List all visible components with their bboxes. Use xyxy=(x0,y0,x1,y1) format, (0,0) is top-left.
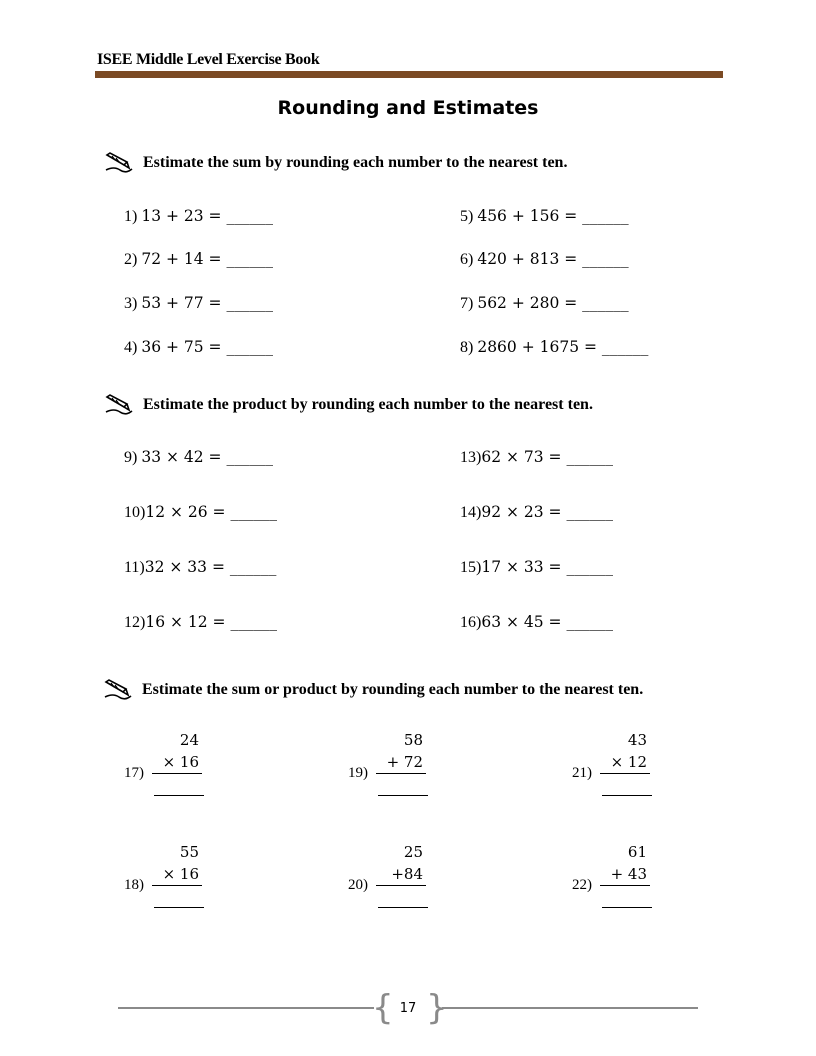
footer-bracket-right: } xyxy=(426,988,448,1028)
pencil-writing-icon xyxy=(104,151,134,173)
problem-7: 7) 562 + 280 = ______ xyxy=(460,294,629,312)
vertical-problem-19: 19) 58 + 72 xyxy=(348,731,448,801)
instruction-1 xyxy=(104,154,724,174)
problem-9: 9) 33 × 42 = ______ xyxy=(124,448,273,466)
problem-2: 2) 72 + 14 = ______ xyxy=(124,250,273,268)
instruction-text: Estimate the product by rounding each number to the nearest ten. xyxy=(143,396,593,413)
problem-16: 16)63 × 45 = ______ xyxy=(460,613,613,631)
instruction-2 xyxy=(104,396,724,416)
page-number: 17 xyxy=(399,1001,417,1016)
vertical-problem-21: 21) 43 × 12 xyxy=(572,731,672,801)
problem-1: 1) 13 + 23 = ______ xyxy=(124,207,273,225)
problem-8: 8) 2860 + 1675 = ______ xyxy=(460,338,649,356)
instruction-text: Estimate the sum or product by rounding each number to the nearest ten. xyxy=(142,681,644,698)
pencil-writing-icon xyxy=(104,393,134,415)
problem-11: 11)32 × 33 = ______ xyxy=(124,558,277,576)
problem-5: 5) 456 + 156 = ______ xyxy=(460,207,629,225)
vertical-problem-20: 20) 25 +84 xyxy=(348,843,448,913)
problem-12: 12)16 × 12 = ______ xyxy=(124,613,277,631)
vertical-problem-22: 22) 61 + 43 xyxy=(572,843,672,913)
vertical-problem-18: 18) 55 × 16 xyxy=(124,843,224,913)
problem-4: 4) 36 + 75 = ______ xyxy=(124,338,273,356)
problem-3: 3) 53 + 77 = ______ xyxy=(124,294,273,312)
problem-10: 10)12 × 26 = ______ xyxy=(124,503,277,521)
problem-6: 6) 420 + 813 = ______ xyxy=(460,250,629,268)
pencil-writing-icon xyxy=(103,678,133,700)
header-title: ISEE Middle Level Exercise Book xyxy=(97,51,320,68)
footer-bracket-left: { xyxy=(372,988,394,1028)
instruction-text: Estimate the sum by rounding each number to the nearest ten. xyxy=(143,154,568,171)
instruction-3 xyxy=(103,681,733,701)
header-rule xyxy=(95,71,723,78)
vertical-problem-17: 17) 24 × 16 xyxy=(124,731,224,801)
problem-15: 15)17 × 33 = ______ xyxy=(460,558,613,576)
page-title: Rounding and Estimates xyxy=(277,97,539,119)
problem-13: 13)62 × 73 = ______ xyxy=(460,448,613,466)
problem-14: 14)92 × 23 = ______ xyxy=(460,503,613,521)
